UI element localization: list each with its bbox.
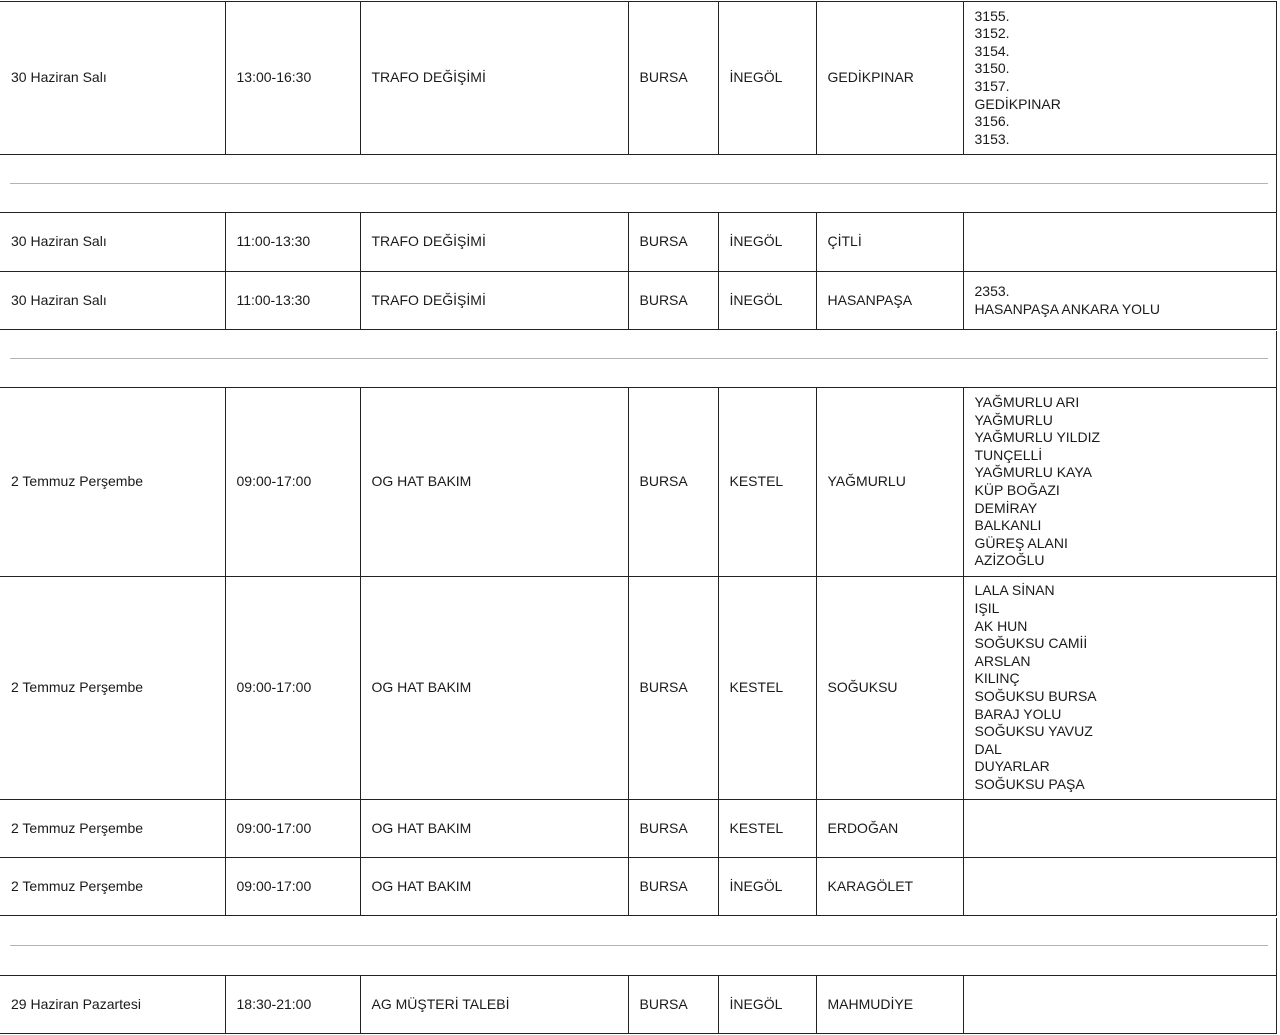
street-name: 3153.: [974, 130, 1010, 147]
work-type-cell: OG HAT BAKIM: [360, 577, 628, 800]
street-name: SOĞUKSU CAMİİ: [974, 635, 1088, 652]
street-name: 3150.: [974, 60, 1010, 77]
city-cell: BURSA: [628, 2, 718, 155]
city-cell: BURSA: [628, 800, 718, 858]
work-type-cell: OG HAT BAKIM: [360, 858, 628, 916]
street-name: YAĞMURLU KAYA: [974, 464, 1092, 481]
table-row: [0, 577, 1277, 800]
date-cell: 2 Temmuz Perşembe: [0, 577, 225, 800]
work-type-cell: AG MÜŞTERİ TALEBİ: [360, 976, 628, 1034]
street-name: 3154.: [974, 42, 1010, 59]
date-cell: 30 Haziran Salı: [0, 213, 225, 272]
district-cell: İNEGÖL: [718, 976, 816, 1034]
table-row: [0, 858, 1277, 916]
street-name: ARSLAN: [974, 652, 1031, 669]
street-name: AK HUN: [974, 617, 1028, 634]
table-row: [0, 2, 1277, 155]
date-cell: 30 Haziran Salı: [0, 2, 225, 155]
street-name: YAĞMURLU YILDIZ: [974, 429, 1101, 446]
city-cell: BURSA: [628, 213, 718, 272]
streets-cell: [963, 272, 1277, 330]
outage-table: [0, 1, 1277, 155]
work-type-cell: OG HAT BAKIM: [360, 800, 628, 858]
neighborhood-cell: ERDOĞAN: [816, 800, 963, 858]
district-cell: KESTEL: [718, 800, 816, 858]
separator-line: [10, 183, 1268, 184]
street-name: 2353.: [974, 282, 1010, 299]
street-name: LALA SİNAN: [974, 582, 1055, 599]
table-row: [0, 976, 1277, 1034]
street-name: YAĞMURLU ARI: [974, 394, 1080, 411]
street-name: AZİZOĞLU: [974, 552, 1045, 569]
neighborhood-cell: SOĞUKSU: [816, 577, 963, 800]
district-cell: KESTEL: [718, 577, 816, 800]
neighborhood-cell: YAĞMURLU: [816, 388, 963, 577]
time-cell: 18:30-21:00: [225, 976, 360, 1034]
table-row: [0, 213, 1277, 272]
street-name: 3157.: [974, 78, 1010, 94]
street-name: GEDİKPINAR: [974, 95, 1061, 112]
work-type-cell: TRAFO DEĞİŞİMİ: [360, 2, 628, 155]
streets-cell: [963, 388, 1277, 577]
street-name: BARAJ YOLU: [974, 705, 1062, 722]
separator-line: [10, 358, 1268, 359]
district-cell: İNEGÖL: [718, 272, 816, 330]
group-separator: [0, 155, 1277, 213]
city-cell: BURSA: [628, 858, 718, 916]
neighborhood-cell: ÇİTLİ: [816, 213, 963, 272]
date-cell: 30 Haziran Salı: [0, 272, 225, 330]
time-cell: 09:00-17:00: [225, 388, 360, 577]
time-cell: 11:00-13:30: [225, 272, 360, 330]
work-type-cell: OG HAT BAKIM: [360, 388, 628, 577]
time-cell: 11:00-13:30: [225, 213, 360, 272]
date-cell: 29 Haziran Pazartesi: [0, 976, 225, 1034]
neighborhood-cell: MAHMUDİYE: [816, 976, 963, 1034]
outage-table: [0, 212, 1277, 330]
street-name: GÜREŞ ALANI: [974, 534, 1068, 551]
city-cell: BURSA: [628, 272, 718, 330]
streets-cell: [963, 800, 1277, 858]
street-name: 3156.: [974, 113, 1010, 130]
outage-table: [0, 975, 1277, 1034]
time-cell: 13:00-16:30: [225, 2, 360, 155]
table-row: [0, 800, 1277, 858]
street-name: YAĞMURLU: [974, 411, 1053, 428]
outage-table: [0, 387, 1277, 916]
city-cell: BURSA: [628, 976, 718, 1034]
city-cell: BURSA: [628, 577, 718, 800]
street-name: DUYARLAR: [974, 758, 1050, 775]
street-name: HASANPAŞA ANKARA YOLU: [974, 300, 1160, 317]
separator-line: [10, 945, 1268, 946]
street-name: SOĞUKSU PAŞA: [974, 775, 1085, 792]
district-cell: İNEGÖL: [718, 2, 816, 155]
group-separator: [0, 918, 1277, 976]
time-cell: 09:00-17:00: [225, 577, 360, 800]
streets-cell: [963, 858, 1277, 916]
table-row: [0, 388, 1277, 577]
district-cell: KESTEL: [718, 388, 816, 577]
time-cell: 09:00-17:00: [225, 800, 360, 858]
streets-cell: [963, 577, 1277, 800]
neighborhood-cell: HASANPAŞA: [816, 272, 963, 330]
street-name: BALKANLI: [974, 517, 1042, 534]
neighborhood-cell: GEDİKPINAR: [816, 2, 963, 155]
street-name: IŞIL: [974, 600, 1000, 617]
street-name: DAL: [974, 740, 1002, 757]
street-name: SOĞUKSU YAVUZ: [974, 723, 1093, 740]
work-type-cell: TRAFO DEĞİŞİMİ: [360, 213, 628, 272]
work-type-cell: TRAFO DEĞİŞİMİ: [360, 272, 628, 330]
date-cell: 2 Temmuz Perşembe: [0, 800, 225, 858]
date-cell: 2 Temmuz Perşembe: [0, 858, 225, 916]
street-name: TUNÇELLİ: [974, 446, 1043, 463]
district-cell: İNEGÖL: [718, 213, 816, 272]
street-name: 3152.: [974, 25, 1010, 42]
street-name: 3155.: [974, 7, 1010, 24]
streets-cell: [963, 976, 1277, 1034]
street-name: KILINÇ: [974, 670, 1020, 687]
time-cell: 09:00-17:00: [225, 858, 360, 916]
table-row: [0, 272, 1277, 330]
streets-cell: [963, 213, 1277, 272]
street-name: KÜP BOĞAZI: [974, 482, 1060, 498]
date-cell: 2 Temmuz Perşembe: [0, 388, 225, 577]
street-name: DEMİRAY: [974, 499, 1038, 516]
city-cell: BURSA: [628, 388, 718, 577]
district-cell: İNEGÖL: [718, 858, 816, 916]
street-name: SOĞUKSU BURSA: [974, 688, 1097, 704]
streets-cell: [963, 2, 1277, 155]
group-separator: [0, 331, 1277, 388]
neighborhood-cell: KARAGÖLET: [816, 858, 963, 916]
